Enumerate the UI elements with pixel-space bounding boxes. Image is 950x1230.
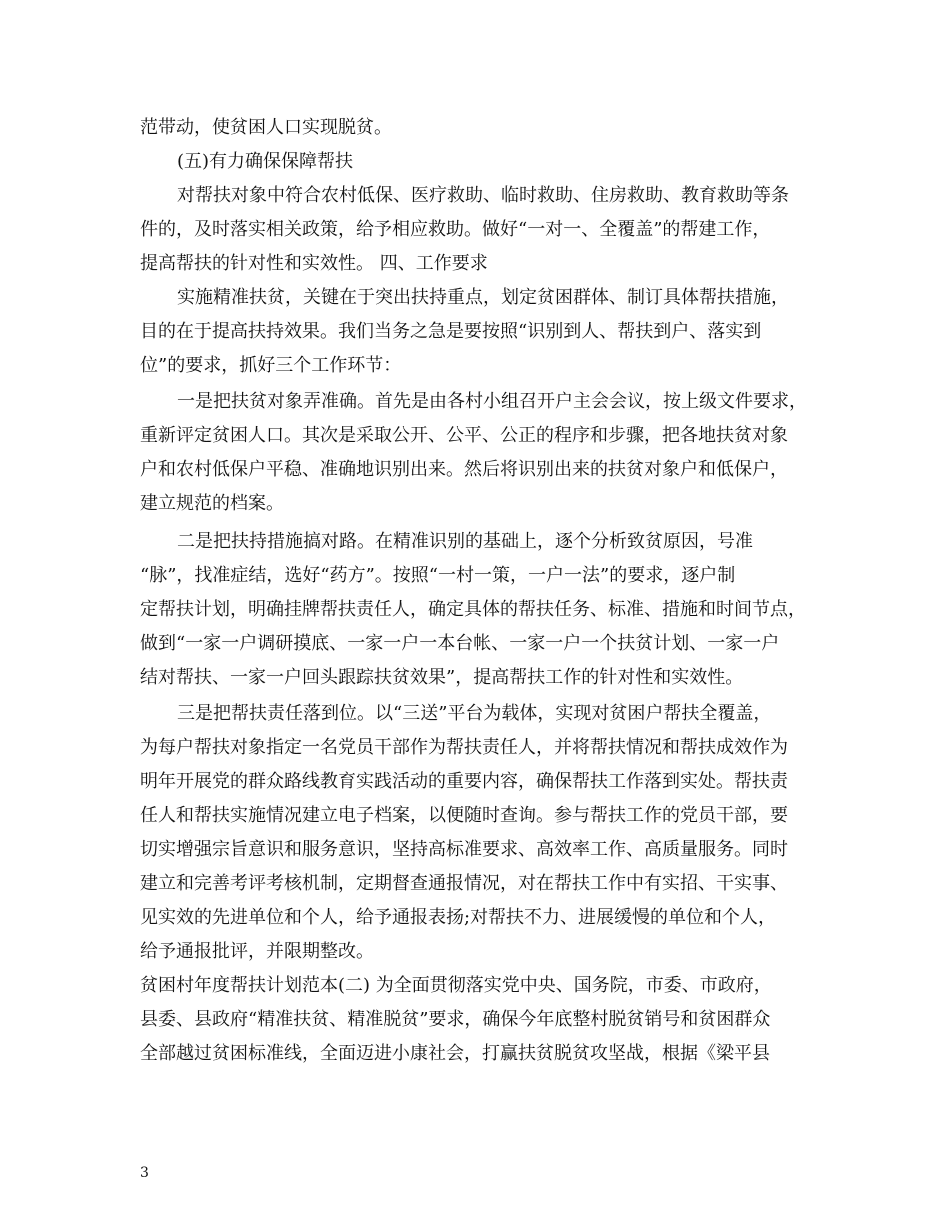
text-line: 重新评定贫困人口。其次是采取公开、公平、公正的程序和步骤，把各地扶贫对象 xyxy=(140,425,788,446)
text-line: 切实增强宗旨意识和服务意识，坚持高标准要求、高效率工作、高质量服务。同时 xyxy=(140,839,788,860)
text-line: 二是把扶持措施搞对路。在精准识别的基础上，逐个分析致贫原因，号准 xyxy=(177,531,753,552)
text-line: 对帮扶对象中符合农村低保、医疗救助、临时救助、住房救助、教育救助等条 xyxy=(177,185,789,206)
text-line: 建立规范的档案。 xyxy=(140,493,284,514)
text-line: 户和农村低保户平稳、准确地识别出来。然后将识别出来的扶贫对象户和低保户， xyxy=(140,459,788,480)
text-line: 实施精准扶贫，关键在于突出扶持重点，划定贫困群体、制订具体帮扶措施， xyxy=(177,287,789,308)
text-line: 三是把帮扶责任落到位。以“三送”平台为载体，实现对贫困户帮扶全覆盖， xyxy=(177,703,772,724)
text-line: “脉”，找准症结，选好“药方”。按照“一村一策，一户一法”的要求，逐户制 xyxy=(140,565,736,586)
text-line: 一是把扶贫对象弄准确。首先是由各村小组召开户主会会议，按上级文件要求， xyxy=(177,391,807,412)
text-line: 做到“一家一户调研摸底、一家一户一本台帐、一家一户一个扶贫计划、一家一户 xyxy=(140,633,780,654)
text-line: 范带动，使贫困人口实现脱贫。 xyxy=(140,117,392,138)
text-line: 结对帮扶、一家一户回头跟踪扶贫效果”，提高帮扶工作的针对性和实效性。 xyxy=(140,667,744,688)
text-line: 贫困村年度帮扶计划范本(二) 为全面贯彻落实党中央、国务院，市委、市政府， xyxy=(140,975,772,996)
section-heading: (五)有力确保保障帮扶 xyxy=(177,151,354,172)
text-line: 目的在于提高扶持效果。我们当务之急是要按照“识别到人、帮扶到户、落实到 xyxy=(140,321,762,342)
page-number: 3 xyxy=(140,1165,149,1181)
text-line: 给予通报批评，并限期整改。 xyxy=(140,941,374,962)
text-line: 为每户帮扶对象指定一名党员干部作为帮扶责任人，并将帮扶情况和帮扶成效作为 xyxy=(140,737,788,758)
text-line: 县委、县政府“精准扶贫、精准脱贫”要求，确保今年底整村脱贫销号和贫困群众 xyxy=(140,1009,771,1030)
text-line: 件的，及时落实相关政策，给予相应救助。做好“一对一、全覆盖”的帮建工作， xyxy=(140,219,771,240)
text-line: 全部越过贫困标准线，全面迈进小康社会，打赢扶贫脱贫攻坚战，根据《梁平县 xyxy=(140,1043,770,1064)
text-line: 提高帮扶的针对性和实效性。 四、工作要求 xyxy=(140,253,488,274)
text-line: 位”的要求，抓好三个工作环节： xyxy=(140,355,402,376)
text-line: 任人和帮扶实施情况建立电子档案，以便随时查询。参与帮扶工作的党员干部，要 xyxy=(140,805,788,826)
text-line: 建立和完善考评考核机制，定期督查通报情况，对在帮扶工作中有实招、干实事、 xyxy=(140,873,788,894)
text-line: 定帮扶计划，明确挂牌帮扶责任人，确定具体的帮扶任务、标准、措施和时间节点， xyxy=(140,599,806,620)
text-line: 见实效的先进单位和个人，给予通报表扬;对帮扶不力、进展缓慢的单位和个人， xyxy=(140,907,777,928)
text-line: 明年开展党的群众路线教育实践活动的重要内容，确保帮扶工作落到实处。帮扶责 xyxy=(140,771,788,792)
